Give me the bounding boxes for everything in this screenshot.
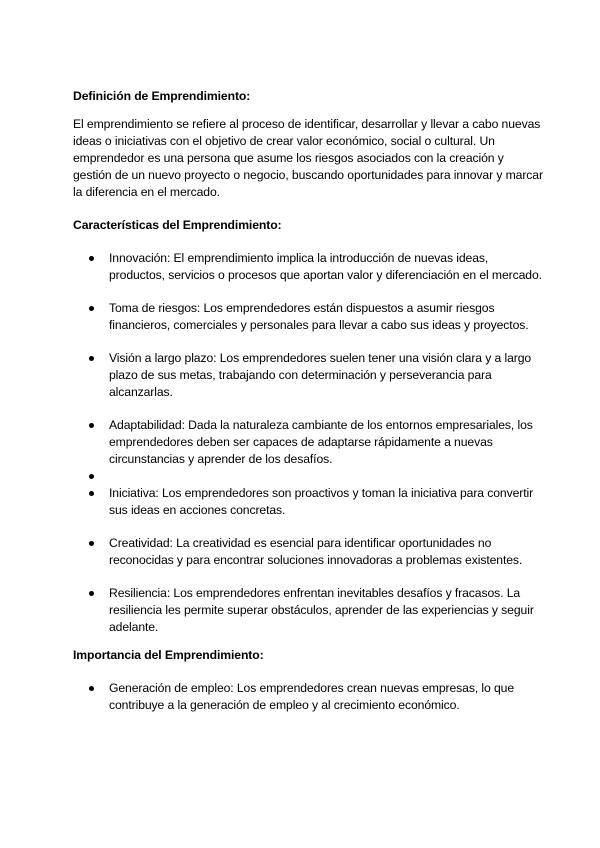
list-item-text: Toma de riesgos: Los emprendedores están dispuestos a asumir riesgos financieros, comerciales y personales para llevar a cabo sus ideas y proyectos. xyxy=(109,301,529,332)
list-item-generacion-de-empleo xyxy=(73,680,543,714)
bullet-icon xyxy=(89,686,94,691)
list-item-vision xyxy=(73,350,543,401)
list-item-text: Adaptabilidad: Dada la naturaleza cambiante de los entornos empresariales, los emprendedores deben ser capaces de adaptarse rápidamente a nuevas circunstancias y aprender de los desafíos. xyxy=(109,418,533,466)
list-importancia xyxy=(73,680,543,714)
bullet-icon xyxy=(89,541,94,546)
list-item-creatividad xyxy=(73,535,543,569)
heading-importancia: Importancia del Emprendimiento: xyxy=(73,648,264,662)
document-page xyxy=(73,86,543,714)
bullet-icon xyxy=(89,491,94,496)
list-item-resiliencia xyxy=(73,585,543,636)
list-item-text: Creatividad: La creatividad es esencial para identificar oportunidades no reconocidas y para encontrar soluciones innovadoras a problemas existentes. xyxy=(109,536,523,567)
bullet-icon xyxy=(89,474,94,479)
list-item-iniciativa xyxy=(73,485,543,519)
bullet-icon xyxy=(89,591,94,596)
heading-caracteristicas: Características del Emprendimiento: xyxy=(73,218,282,232)
list-item-text: Visión a largo plazo: Los emprendedores suelen tener una visión clara y a largo plazo de sus metas, trabajando con determinación y perseverancia para alcanzarlas. xyxy=(109,351,532,399)
list-item-text: Innovación: El emprendimiento implica la introducción de nuevas ideas, productos, servicios o procesos que aportan valor y diferenciación en el mercado. xyxy=(109,251,542,282)
list-item-text: Resiliencia: Los emprendedores enfrentan inevitables desafíos y fracasos. La resiliencia les permite superar obstáculos, aprender de las experiencias y seguir adelante. xyxy=(109,586,534,634)
bullet-icon xyxy=(89,423,94,428)
list-item-adaptabilidad xyxy=(73,417,543,468)
heading-definicion: Definición de Emprendimiento: xyxy=(73,89,251,103)
list-item-innovacion xyxy=(73,250,543,284)
list-item-toma-de-riesgos xyxy=(73,300,543,334)
bullet-icon xyxy=(89,306,94,311)
paragraph-definicion: El emprendimiento se refiere al proceso de identificar, desarrollar y llevar a cabo nuevas ideas o iniciativas con el objetivo de crear valor económico, social o cultural. Un emprendedor es una persona que asume los riesgos asociados con la creación y gestión de un nuevo proyecto o negocio, buscando oportunidades para innovar y marcar la diferencia en el mercado. xyxy=(73,117,543,199)
bullet-icon xyxy=(89,256,94,261)
list-item-empty xyxy=(73,468,543,485)
list-caracteristicas xyxy=(73,250,543,636)
list-item-text: Iniciativa: Los emprendedores son proactivos y toman la iniciativa para convertir sus ideas en acciones concretas. xyxy=(109,486,534,517)
list-item-text: Generación de empleo: Los emprendedores crean nuevas empresas, lo que contribuye a la generación de empleo y al crecimiento económico. xyxy=(109,681,515,712)
bullet-icon xyxy=(89,356,94,361)
